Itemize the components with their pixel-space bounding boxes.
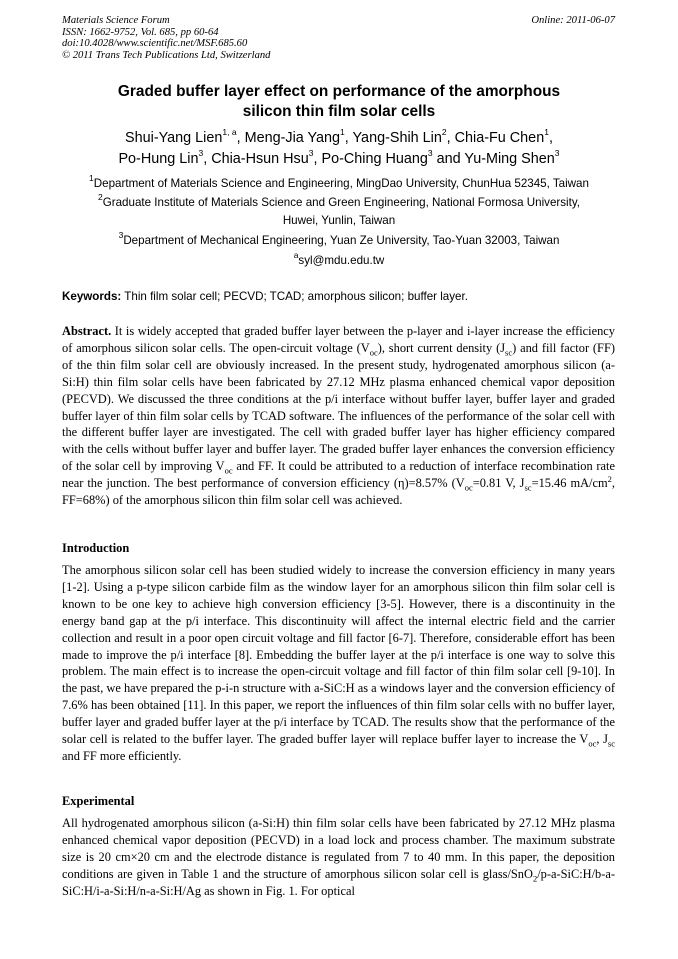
author-name: Shui-Yang Lien	[125, 130, 223, 146]
author-name: Po-Ching Huang	[321, 151, 428, 167]
introduction-body	[62, 562, 615, 765]
experimental-heading: Experimental	[62, 794, 135, 808]
experimental-paragraph	[62, 815, 615, 900]
title-line-1: Graded buffer layer effect on performance of the amorphous	[117, 83, 561, 100]
abstract	[62, 323, 615, 509]
author-line-2	[62, 149, 616, 170]
abstract-text: It is widely accepted that graded buffer layer between the p-layer and i-layer increase the efficiency of amorphous silicon solar cells. The open-circuit voltage (V	[62, 324, 615, 355]
subscript: oc	[588, 738, 597, 749]
affiliation-mark: 2	[97, 192, 103, 203]
issn-line: ISSN: 1662-9752, Vol. 685, pp 60-64	[62, 26, 219, 38]
superscript: 2	[607, 474, 612, 485]
affiliation-3	[62, 232, 616, 250]
keywords-label: Keywords:	[62, 290, 122, 303]
author-affiliation-mark: 3	[427, 148, 433, 159]
affiliation-mark: 3	[118, 230, 124, 241]
author-name: Chia-Fu Chen	[454, 130, 545, 146]
author-name: Po-Hung Lin	[118, 151, 199, 167]
experimental-text: All hydrogenated amorphous silicon (a-Si:H) thin film solar cells have been fabricated by 27.12 MHz plasma enhanced chemical vapor deposition (PECVD) in a load lock and process chamber. The maximum substrate size is 20 cm×20 cm and the electrode distance is regulated from 7 to 40 mm. In this paper, the deposition conditions are given in Table 1 and the structure of amorphous silicon solar cell is glass/SnO	[62, 816, 615, 881]
abstract-text: ), short current density (J	[377, 340, 506, 355]
author-list	[62, 128, 616, 170]
affiliation-text: Department of Materials Science and Engineering, MingDao University, ChunHua 52345, Taiwan	[93, 177, 589, 190]
title-line-2: silicon thin film solar cells	[242, 103, 436, 120]
subscript: oc	[224, 465, 233, 476]
author-separator: ,	[344, 130, 353, 146]
abstract-text: , FF=68%) of the amorphous silicon thin film solar cell was achieved.	[62, 476, 615, 508]
subscript: sc	[607, 738, 615, 749]
keywords-text: Thin film solar cell; PECVD; TCAD; amorphous silicon; buffer layer.	[121, 290, 468, 303]
experimental-text: /p-a-SiC:H/b-a-SiC:H/i-a-Si:H/n-a-Si:H/Ag as shown in Fig. 1. For optical	[62, 866, 615, 898]
introduction-paragraph	[62, 562, 615, 765]
subscript: oc	[369, 347, 378, 358]
author-affiliation-mark: 1	[544, 127, 549, 138]
abstract-paragraph	[62, 323, 615, 509]
author-affiliation-mark: 1	[340, 127, 345, 138]
subscript: sc	[524, 482, 532, 493]
keywords	[62, 289, 616, 305]
author-name: Meng-Jia Yang	[244, 130, 341, 146]
author-affiliation-mark: 3	[554, 148, 560, 159]
abstract-text: ) and fill factor (FF) of the thin film solar cell are obviously increased. In the present study, hydrogenated amorphous silicon (a-Si:H) thin film solar cells have been fabricated by 27.12 MHz plasma enhanced chemical vapor deposition (PECVD). We discussed the three conditions at the p/i interface without buffer layer, buffer layer and graded buffer layer of thin film solar cells by TCAD software. The influences of the performance of the solar cell with the different buffer layer are investigated. The cell with graded buffer layer has higher efficiency compared with the cells without buffer layer and buffer layer. The graded buffer layer enhances the conversion efficiency of the solar cell by improving V	[62, 340, 615, 474]
introduction-text: , J	[596, 732, 608, 747]
author-separator: ,	[313, 151, 322, 167]
abstract-text: =0.81 V, J	[472, 476, 525, 491]
author-affiliation-mark: 3	[308, 148, 314, 159]
email-address[interactable]: syl@mdu.edu.tw	[298, 254, 385, 267]
abstract-label: Abstract.	[62, 324, 112, 338]
subscript: 2	[532, 873, 538, 884]
abstract-text: and FF. It could be attributed to a reduction of interface recombination rate near the junction. The best performance of conversion efficiency (η)=8.57% (V	[62, 459, 615, 491]
introduction-text: and FF more efficiently.	[62, 748, 182, 763]
author-separator: and	[432, 151, 465, 167]
affiliation-2	[62, 194, 616, 229]
affiliation-line: Huwei, Yunlin, Taiwan	[282, 213, 396, 227]
author-name: Chia-Hsun Hsu	[211, 151, 309, 167]
paper-title	[62, 82, 616, 122]
affiliation-text: Department of Mechanical Engineering, Yuan Ze University, Tao-Yuan 32003, Taiwan	[123, 234, 560, 247]
doi-line: doi:10.4028/www.scientific.net/MSF.685.60	[62, 38, 248, 49]
author-name: Yu-Ming Shen	[464, 151, 555, 167]
author-affiliation-mark: 2	[441, 127, 447, 138]
copyright-line: © 2011 Trans Tech Publications Ltd, Switzerland	[62, 49, 271, 61]
experimental-body	[62, 815, 615, 900]
affiliation-1	[62, 175, 616, 193]
author-line-1	[62, 128, 616, 149]
online-date: Online: 2011-06-07	[531, 15, 615, 26]
author-separator: ,	[203, 151, 212, 167]
author-name: Yang-Shih Lin	[352, 130, 442, 146]
author-affiliation-mark: 3	[198, 148, 204, 159]
journal-name: Materials Science Forum	[62, 15, 170, 26]
author-separator: ,	[236, 130, 245, 146]
corresponding-email	[62, 252, 616, 270]
affiliation-text: Graduate Institute of Materials Science and Green Engineering, National Formosa University,	[102, 196, 581, 209]
introduction-heading: Introduction	[62, 541, 130, 555]
affiliation-mark: 1	[89, 173, 94, 184]
introduction-text: The amorphous silicon solar cell has been studied widely to increase the conversion efficiency in many years [1-2]. Using a p-type silicon carbide film as the window layer for an amorphous silicon thin film solar cell is known to be one key to achieve high conversion efficiency [3-5]. However, there is a discontinuity in the energy band gap at the p/i interface. This discontinuity will affect the internal electric field and the carrier collection and result in a poor open circuit voltage and fill factor [6-7]. Therefore, considerable effort has been made to improve the p/i interface [8]. Embedding the buffer layer at the p/i interface is one way to solve this problem. The main effect is to increase the open-circuit voltage and fill factor of thin film solar cell [9-10]. In the past, we have prepared the p-i-n structure with a-SiC:H as a windows layer and the conversion efficiency of 7.6% has been obtained [11]. In this paper, we report the influences of thin film solar cells with no buffer layer, buffer layer and graded buffer layer at the p/i interface by TCAD. The results show that the performance of the solar cell is related to the buffer layer. The graded buffer layer will replace buffer layer to increase the V	[62, 563, 615, 747]
author-separator: ,	[446, 130, 455, 146]
subscript: oc	[464, 482, 473, 493]
email-mark: a	[293, 250, 299, 261]
abstract-text: =15.46 mA/cm	[531, 476, 608, 491]
subscript: sc	[505, 347, 513, 358]
affiliation-line	[62, 194, 616, 212]
author-affiliation-mark: 1, a	[222, 127, 237, 138]
author-separator: ,	[548, 130, 553, 146]
journal-header	[62, 15, 422, 61]
